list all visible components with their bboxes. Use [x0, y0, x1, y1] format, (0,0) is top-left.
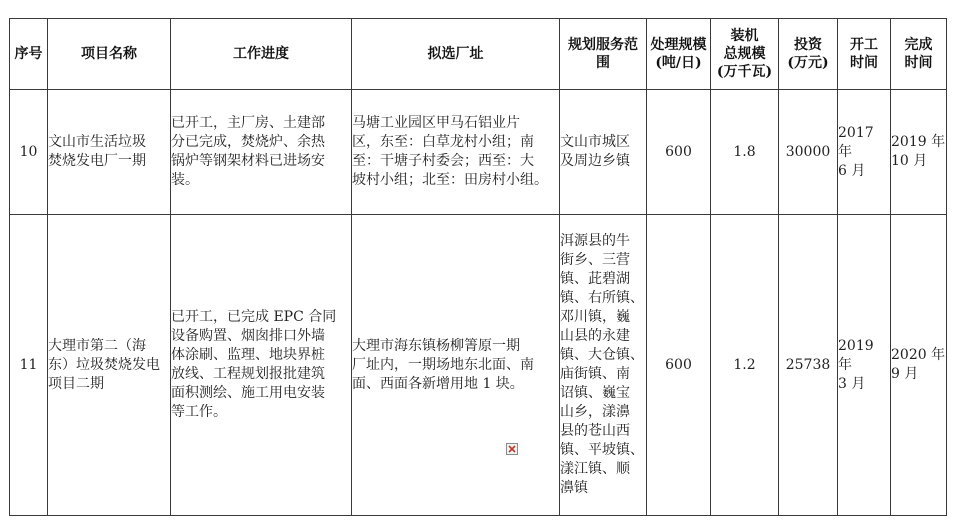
header-site: 拟选厂址	[352, 19, 560, 90]
header-index: 序号	[10, 19, 48, 90]
cell-investment: 25738	[779, 215, 838, 516]
cell-finish: 2019 年 10 月	[891, 90, 947, 215]
header-finish: 完成 时间	[891, 19, 947, 90]
cell-name: 文山市生活垃圾 焚烧发电厂一期	[48, 90, 171, 215]
cell-name: 大理市第二（海 东）垃圾焚烧发电 项目二期	[48, 215, 171, 516]
header-name: 项目名称	[48, 19, 171, 90]
table-row	[10, 215, 947, 516]
header-installed: 装机 总规模 (万千瓦)	[711, 19, 779, 90]
project-table	[9, 18, 947, 516]
cell-progress: 已开工，主厂房、土建部 分已完成，焚烧炉、余热 锅炉等钢架材料已进场安 装。	[171, 90, 352, 215]
cell-installed: 1.8	[711, 90, 779, 215]
cell-installed: 1.2	[711, 215, 779, 516]
table-header-row	[10, 19, 947, 90]
broken-image-icon	[506, 443, 518, 455]
header-capacity: 处理规模 (吨/日)	[647, 19, 711, 90]
cell-finish: 2020 年 9 月	[891, 215, 947, 516]
cell-start: 2019 年 3 月	[838, 215, 891, 516]
cell-site: 马塘工业园区甲马石铝业片 区，东至：白草龙村小组；南 至：干塘子村委会；西至：大 坡村小组；北至：田房村小组。	[352, 90, 560, 215]
header-start: 开工 时间	[838, 19, 891, 90]
cell-service-area: 文山市城区 及周边乡镇	[560, 90, 647, 215]
cell-progress: 已开工，已完成 EPC 合同 设备购置、烟囱排口外墙 体涂刷、监理、地块界桩 放线、工程规划报批建筑 面积测绘、施工用电安装 等工作。	[171, 215, 352, 516]
cell-index: 11	[10, 215, 48, 516]
cell-index: 10	[10, 90, 48, 215]
table-row	[10, 90, 947, 215]
cell-start: 2017 年 6 月	[838, 90, 891, 215]
cell-site: 大理市海东镇杨柳箐原一期 厂址内，一期场地东北面、南 面、西面各新增用地 1 块。	[352, 215, 560, 516]
header-progress: 工作进度	[171, 19, 352, 90]
cell-capacity: 600	[647, 215, 711, 516]
cell-service-area: 洱源县的牛 街乡、三营 镇、茈碧湖 镇、右所镇、 邓川镇，巍 山县的永建 镇、大仓镇、 庙街镇、南 诏镇、巍宝 山乡，漾濞 县的苍山西 镇、平坡镇、 漾江镇、顺 濞镇	[560, 215, 647, 516]
header-service-area: 规划服务范 围	[560, 19, 647, 90]
cell-capacity: 600	[647, 90, 711, 215]
cell-investment: 30000	[779, 90, 838, 215]
header-investment: 投资 (万元)	[779, 19, 838, 90]
